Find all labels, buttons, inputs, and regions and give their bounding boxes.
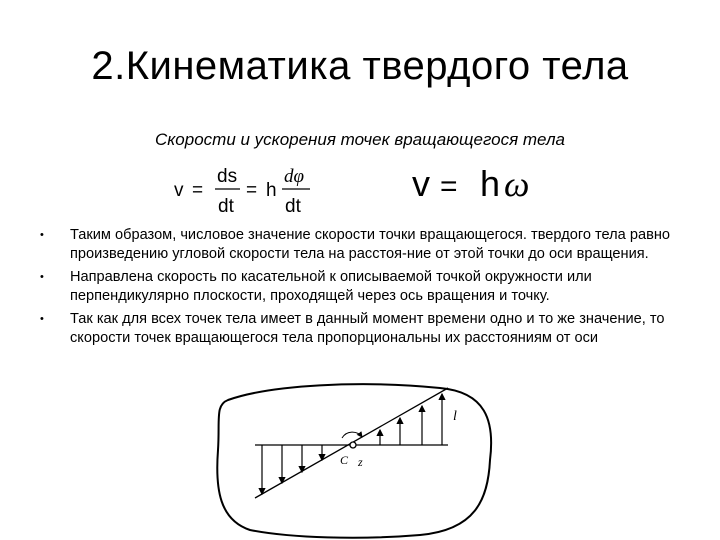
big-formula-v: v [412, 163, 430, 204]
bullet-marker: • [40, 271, 44, 283]
label-c: C [340, 453, 349, 467]
big-formula-h: h [480, 163, 501, 204]
rotation-axis-point [350, 442, 356, 448]
bullet-text: Направлена скорость по касательной к описываемой точкой окружности или перпендикулярно плоскости, проходящей через ось вращения и точку. [70, 269, 592, 304]
formula-dphi: dφ [284, 166, 305, 187]
big-formula-omega: ω [504, 164, 530, 204]
bullet-text: Таким образом, числовое значение скорости точки вращающегося. твердого тела равно произведению угловой скорости тела на расстоя-ние от этой точки до оси вращения. [70, 227, 671, 262]
bullet-item [40, 268, 690, 306]
formula-equals-2: = [246, 180, 258, 201]
body-outline [217, 384, 491, 538]
velocity-formula-derivative [172, 160, 332, 220]
big-formula-equals: = [440, 170, 458, 203]
formula-equals-1: = [192, 180, 204, 201]
label-z: z [358, 455, 363, 469]
formula-dt-2: dt [285, 196, 301, 217]
formula-dt-1: dt [218, 196, 234, 217]
bullet-item [40, 226, 690, 264]
bullet-marker: • [40, 313, 44, 325]
bullet-text: Так как для всех точек тела имеет в данный момент времени одно и то же значение, то скорости точек вращающегося тела пропорциональны их расстояниям от оси [70, 311, 665, 346]
formula-v: v [174, 180, 184, 201]
bullet-item [40, 310, 690, 348]
rotation-arrow [342, 432, 362, 438]
label-l: l [453, 409, 457, 424]
rotating-body-velocity-diagram [210, 380, 500, 540]
bullet-marker: • [40, 229, 44, 241]
slide-title: 2.Кинематика твердого тела [91, 44, 629, 88]
velocity-formula-omega [410, 160, 550, 210]
formula-ds: ds [217, 166, 238, 187]
bullet-list [40, 226, 690, 352]
formula-h: h [266, 180, 277, 201]
slide-subtitle: Скорости и ускорения точек вращающегося тела [154, 130, 565, 149]
